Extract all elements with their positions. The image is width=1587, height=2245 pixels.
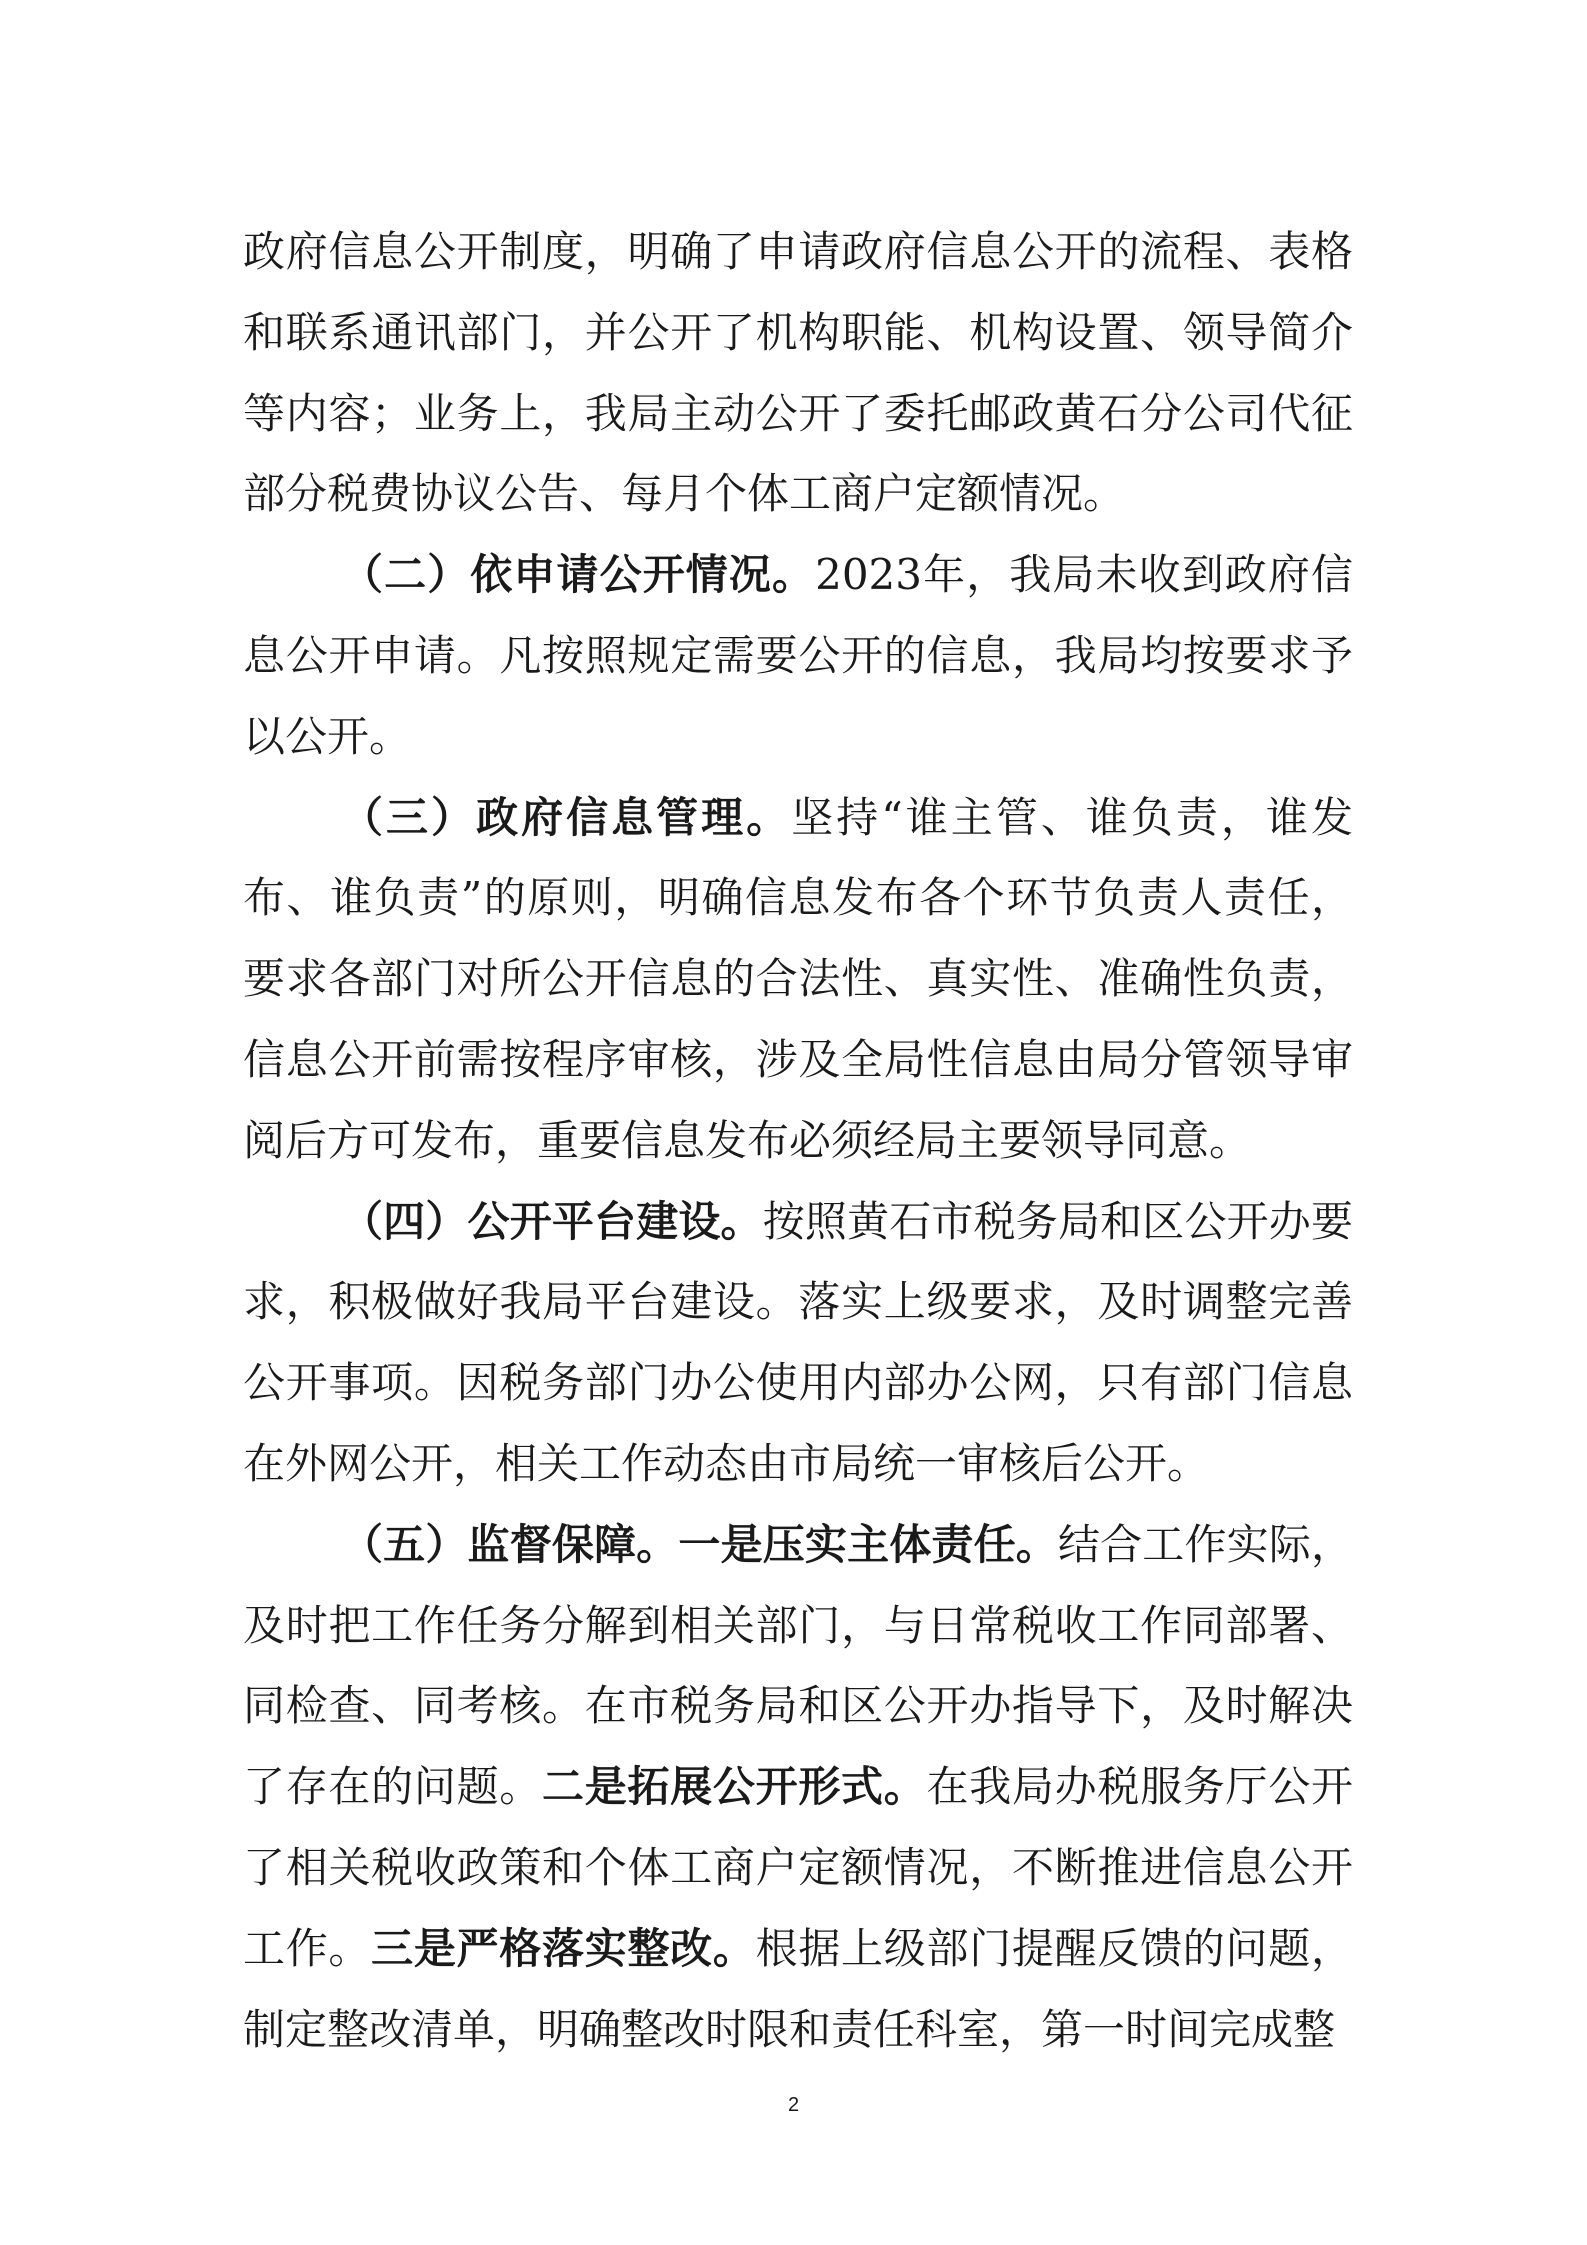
emphasis-text: 一是压实主体责任。 <box>678 1519 1058 1569</box>
paragraph-text: 在我局办税服务厅公开了相关税收政策和个体工商户定额情况，不断推进信息公开工作。 <box>243 1762 1353 1973</box>
paragraph-text: 根据上级部门提醒反馈的问题，制定整改清单，明确整改时限和责任科室，第一时间完成整 <box>243 1923 1353 2054</box>
paragraph-text: 政府信息公开制度，明确了申请政府信息公开的流程、表格和联系通讯部门，并公开了机构职能、机构设置、领导简介等内容；业务上，我局主动公开了委托邮政黄石分公司代征部分税费协议公告、每月个体工商户定额情况。 <box>243 227 1353 519</box>
page-number: 2 <box>787 2094 800 2116</box>
section-heading: （二）依申请公开情况。 <box>341 550 816 600</box>
paragraph-continuation <box>243 212 1353 535</box>
paragraph-platform-construction <box>243 1182 1353 1505</box>
section-heading: （五）监督保障。 <box>341 1519 679 1569</box>
emphasis-text: 二是拓展公开形式。 <box>542 1762 927 1812</box>
emphasis-text: 三是严格落实整改。 <box>371 1923 756 1973</box>
paragraph-information-management <box>243 778 1353 1182</box>
section-heading: （三）政府信息管理。 <box>341 792 792 842</box>
paragraph-text: 坚持“谁主管、谁负责，谁发布、谁负责”的原则，明确信息发布各个环节负责人责任，要求各部门对所公开信息的合法性、真实性、准确性负责，信息公开前需按程序审核，涉及全局性信息由局分管领导审阅后方可发布，重要信息发布必须经局主要领导同意。 <box>243 792 1353 1165</box>
body-text <box>243 212 1353 2070</box>
paragraph-text: 按照黄石市税务局和区公开办要求，积极做好我局平台建设。落实上级要求，及时调整完善公开事项。因税务部门办公使用内部办公网，只有部门信息在外网公开，相关工作动态由市局统一审核后公开。 <box>243 1196 1353 1488</box>
section-heading: （四）公开平台建设。 <box>341 1196 763 1246</box>
paragraph-text: 结合工作实际，及时把工作任务分解到相关部门，与日常税收工作同部署、同检查、同考核。在市税务局和区公开办指导下，及时解决了存在的问题。 <box>243 1519 1353 1812</box>
paragraph-application-disclosure <box>243 535 1353 777</box>
paragraph-text: 2023年，我局未收到政府信息公开申请。凡按照规定需要公开的信息，我局均按要求予以公开。 <box>243 550 1353 761</box>
paragraph-supervision <box>243 1505 1353 2071</box>
